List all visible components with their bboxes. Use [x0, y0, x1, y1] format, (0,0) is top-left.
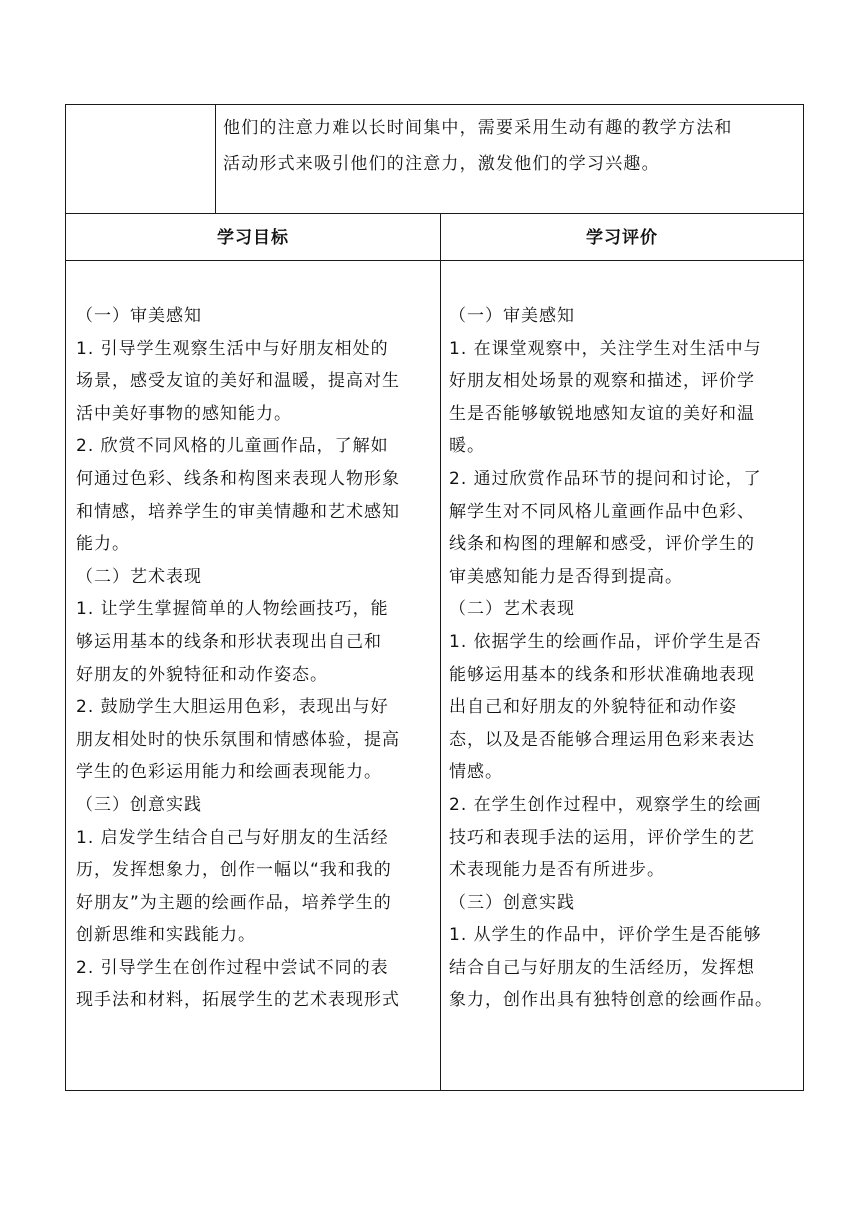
evaluation-line: 结合自己与好朋友的生活经历，发挥想 — [449, 957, 755, 978]
goals-line: 和情感，培养学生的审美情趣和艺术感知 — [76, 501, 400, 522]
evaluation-line: 生是否能够敏锐地感知友谊的美好和温 — [449, 403, 755, 424]
evaluation-line: 2. 通过欣赏作品环节的提问和讨论，了 — [449, 468, 762, 489]
evaluation-line: 审美感知能力是否得到提高。 — [449, 566, 683, 587]
evaluation-line: 1. 在课堂观察中，关注学生对生活中与 — [449, 338, 762, 359]
goals-line: 好朋友”为主题的绘画作品，培养学生的 — [76, 892, 392, 913]
top-row-line: 活动形式来吸引他们的注意力，激发他们的学习兴趣。 — [223, 154, 660, 174]
top-row-text — [223, 110, 801, 182]
evaluation-line: 象力，创作出具有独特创意的绘画作品。 — [449, 990, 773, 1011]
evaluation-line: 情感。 — [449, 762, 503, 783]
goals-line: 1. 让学生掌握简单的人物绘画技巧，能 — [76, 599, 389, 620]
goals-line: 2. 鼓励学生大胆运用色彩，表现出与好 — [76, 697, 389, 718]
goals-line: （三）创意实践 — [76, 794, 202, 815]
row-divider-top — [65, 213, 804, 214]
learning-evaluation-content — [449, 300, 797, 1017]
column-divider — [440, 213, 441, 1090]
goals-line: 好朋友的外貌特征和动作姿态。 — [76, 664, 328, 685]
header-learning-goals: 学习目标 — [217, 228, 289, 248]
goals-line: 活中美好事物的感知能力。 — [76, 403, 292, 424]
evaluation-line: 线条和构图的理解和感受，评价学生的 — [449, 534, 755, 555]
top-row-cell-divider — [215, 104, 216, 213]
goals-line: 现手法和材料，拓展学生的艺术表现形式 — [76, 990, 400, 1011]
goals-line: 1. 启发学生结合自己与好朋友的生活经 — [76, 827, 389, 848]
goals-line: 历，发挥想象力，创作一幅以“我和我的 — [76, 860, 392, 881]
learning-goals-content — [76, 300, 432, 1017]
evaluation-line: （二）艺术表现 — [449, 599, 575, 620]
header-learning-evaluation: 学习评价 — [586, 228, 658, 248]
evaluation-line: 解学生对不同风格儿童画作品中色彩、 — [449, 501, 755, 522]
goals-line: 何通过色彩、线条和构图来表现人物形象 — [76, 468, 400, 489]
goals-line: 2. 引导学生在创作过程中尝试不同的表 — [76, 957, 389, 978]
evaluation-line: 好朋友相处场景的观察和描述，评价学 — [449, 371, 755, 392]
top-row-line: 他们的注意力难以长时间集中，需要采用生动有趣的教学方法和 — [223, 118, 733, 138]
evaluation-line: 态，以及是否能够合理运用色彩来表达 — [449, 729, 755, 750]
row-divider-header — [65, 260, 804, 261]
evaluation-line: 技巧和表现手法的运用，评价学生的艺 — [449, 827, 755, 848]
evaluation-line: （三）创意实践 — [449, 892, 575, 913]
goals-line: 够运用基本的线条和形状表现出自己和 — [76, 631, 382, 652]
evaluation-line: 2. 在学生创作过程中，观察学生的绘画 — [449, 794, 762, 815]
evaluation-line: 1. 依据学生的绘画作品，评价学生是否 — [449, 631, 762, 652]
goals-line: 创新思维和实践能力。 — [76, 925, 256, 946]
goals-line: 学生的色彩运用能力和绘画表现能力。 — [76, 762, 382, 783]
goals-line: 场景，感受友谊的美好和温暖，提高对生 — [76, 371, 400, 392]
evaluation-line: （一）审美感知 — [449, 306, 575, 326]
goals-line: （二）艺术表现 — [76, 566, 202, 587]
goals-line: 朋友相处时的快乐氛围和情感体验，提高 — [76, 729, 400, 750]
evaluation-line: 能够运用基本的线条和形状准确地表现 — [449, 664, 755, 685]
goals-line: 2. 欣赏不同风格的儿童画作品，了解如 — [76, 436, 389, 457]
evaluation-line: 暖。 — [449, 436, 485, 457]
evaluation-line: 1. 从学生的作品中，评价学生是否能够 — [449, 925, 762, 946]
evaluation-line: 出自己和好朋友的外貌特征和动作姿 — [449, 697, 737, 718]
evaluation-line: 术表现能力是否有所进步。 — [449, 860, 665, 881]
goals-line: 能力。 — [76, 534, 130, 555]
goals-line: 1. 引导学生观察生活中与好朋友相处的 — [76, 338, 389, 359]
goals-line: （一）审美感知 — [76, 306, 202, 326]
